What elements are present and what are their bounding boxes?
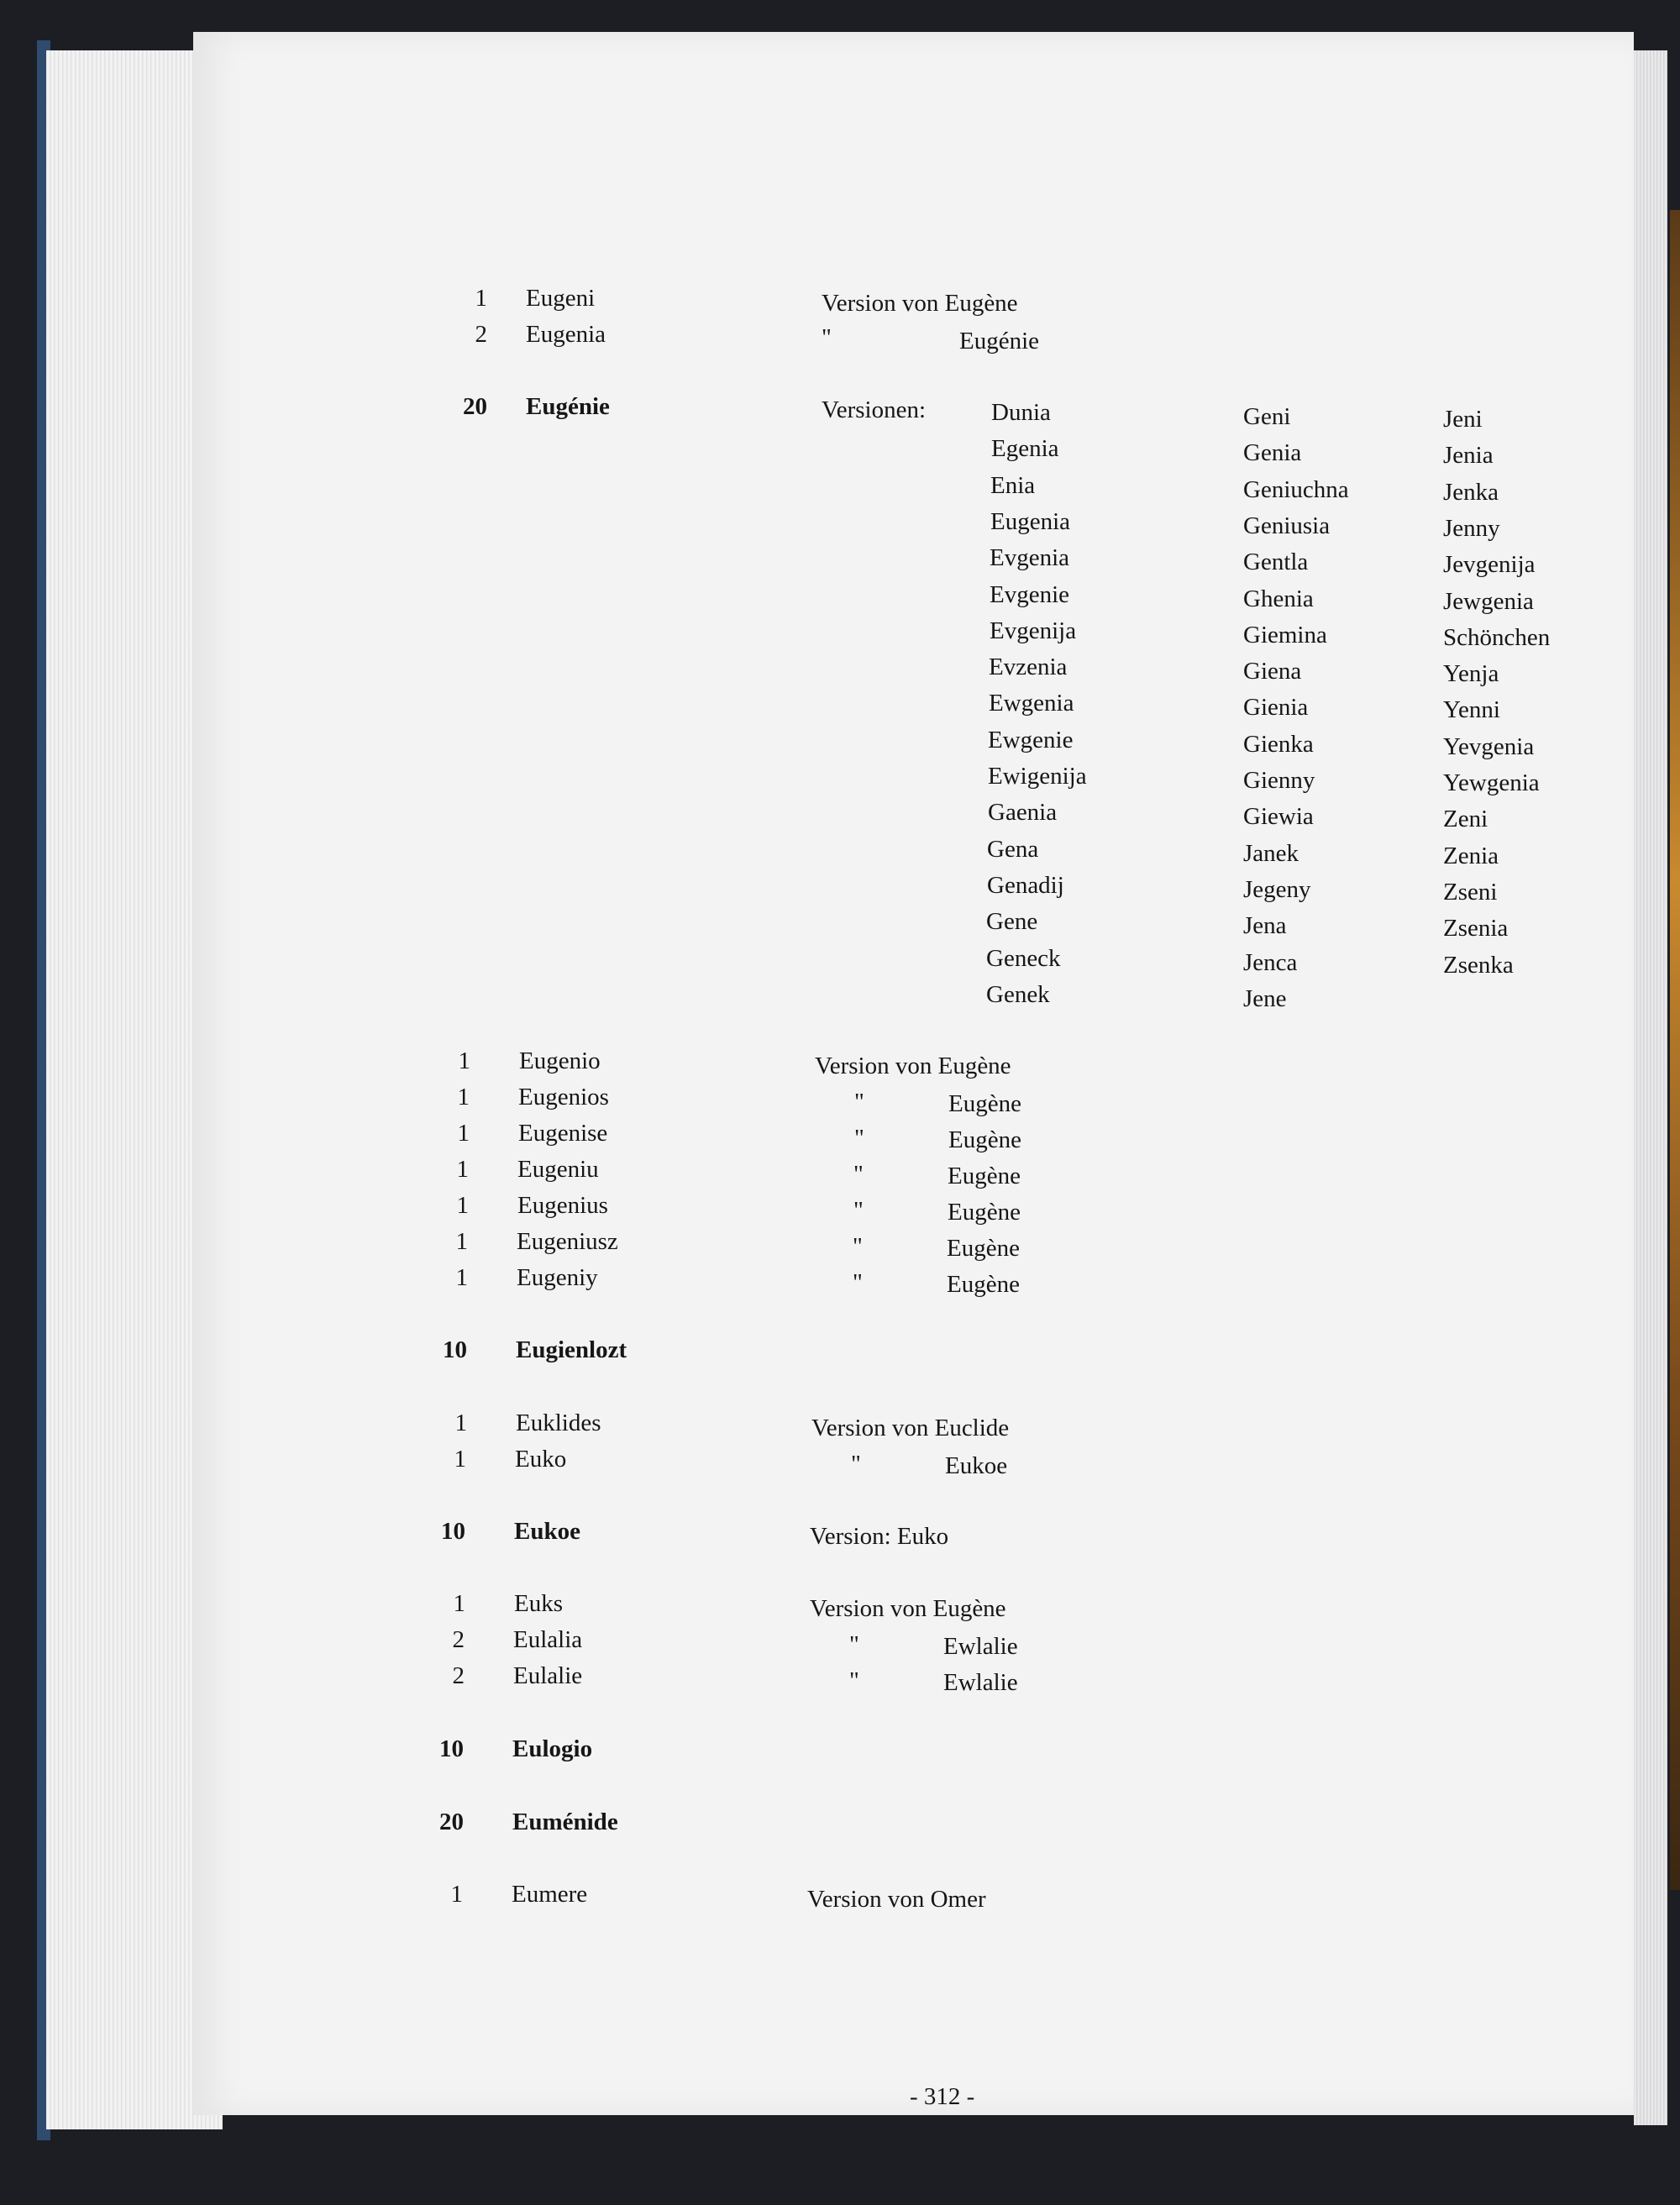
version-name: Schönchen (1443, 624, 1551, 651)
entry-count: 2 (452, 1662, 465, 1689)
entry-name: Eugeniy (517, 1264, 598, 1291)
entry-count: 1 (455, 1264, 468, 1291)
entry-name: Eugeni (526, 285, 596, 312)
entry-note: Version von Euclide (811, 1415, 1010, 1441)
version-name: Evgenie (990, 581, 1070, 608)
entry-name: Eukoe (514, 1518, 580, 1545)
entry-reference: Eugène (948, 1199, 1021, 1226)
entry-count: 1 (457, 1084, 470, 1110)
entry-count: 10 (441, 1518, 465, 1545)
entry-note: " (849, 1667, 859, 1694)
entry-note: " (854, 1089, 864, 1116)
version-name: Gene (986, 908, 1038, 935)
version-name: Jene (1243, 985, 1287, 1012)
version-name: Giemina (1243, 622, 1327, 648)
entry-note: Version von Eugène (822, 290, 1018, 317)
version-name: Evzenia (989, 654, 1068, 680)
version-name: Geni (1243, 403, 1291, 430)
entry-reference: Ewlalie (943, 1669, 1018, 1696)
entry-note: " (853, 1197, 864, 1224)
version-name: Yewgenia (1443, 769, 1540, 796)
entry-count: 1 (458, 1047, 470, 1074)
entry-name: Eulogio (512, 1735, 593, 1762)
entry-count: 1 (453, 1590, 465, 1617)
version-name: Egenia (991, 435, 1059, 462)
version-name: Genia (1243, 439, 1302, 466)
entry-reference: Eugène (947, 1235, 1020, 1262)
entry-name: Eulalia (513, 1626, 583, 1653)
version-name: Geniuchna (1243, 476, 1349, 503)
entry-note: " (853, 1161, 864, 1188)
version-name: Ewgenia (989, 690, 1074, 717)
page-stack-right (1634, 50, 1667, 2125)
entry-count: 20 (463, 393, 487, 420)
entry-note: " (853, 1269, 863, 1296)
version-name: Geneck (986, 945, 1061, 972)
entry-reference: Eugène (948, 1090, 1021, 1117)
entry-count: 1 (450, 1881, 463, 1908)
entry-note: Version von Eugène (810, 1595, 1006, 1622)
version-name: Ghenia (1243, 585, 1314, 612)
entry-name: Eugenios (518, 1084, 609, 1110)
entry-reference: Eugène (948, 1126, 1021, 1153)
entry-count: 1 (455, 1228, 468, 1255)
entry-note: Version von Eugène (815, 1053, 1011, 1079)
version-name: Giewia (1243, 803, 1314, 830)
version-name: Jenny (1443, 515, 1500, 542)
entry-count: 10 (443, 1336, 467, 1363)
entry-name: Eugenio (519, 1047, 601, 1074)
version-name: Gentla (1243, 549, 1309, 575)
entry-count: 2 (475, 321, 487, 348)
entry-count: 1 (457, 1120, 470, 1147)
entry-name: Eumere (512, 1881, 588, 1908)
entry-count: 10 (439, 1735, 464, 1762)
entry-name: Eugienlozt (516, 1336, 627, 1363)
version-name: Genadij (987, 872, 1064, 899)
entry-note: " (854, 1125, 864, 1152)
entry-count: 1 (454, 1410, 467, 1436)
version-name: Zenia (1443, 843, 1499, 869)
version-name: Ewgenie (988, 727, 1074, 753)
entry-count: 1 (456, 1156, 469, 1183)
background-edge (1670, 210, 1680, 1890)
version-name: Janek (1243, 840, 1299, 867)
entry-name: Euménide (512, 1809, 618, 1835)
entry-name: Eugenise (518, 1120, 608, 1147)
page-number: - 312 - (910, 2083, 975, 2110)
entry-count: 1 (475, 285, 487, 312)
version-name: Jegeny (1243, 876, 1311, 903)
entry-name: Eulalie (513, 1662, 583, 1689)
entry-count: 1 (454, 1446, 466, 1473)
entry-name: Eugenius (517, 1192, 608, 1219)
version-name: Jeni (1443, 406, 1483, 433)
version-name: Yenja (1443, 660, 1499, 687)
entry-note: Version: Euko (810, 1523, 949, 1550)
entry-name: Euko (515, 1446, 567, 1473)
entry-name: Euks (514, 1590, 563, 1617)
version-name: Yevgenia (1443, 733, 1535, 760)
version-name: Jevgenija (1443, 551, 1536, 578)
version-name: Evgenia (990, 544, 1070, 571)
entry-name: Eugenia (526, 321, 606, 348)
version-name: Ewigenija (988, 763, 1087, 790)
entry-reference: Eugène (947, 1271, 1020, 1298)
version-name: Gena (987, 836, 1039, 863)
version-name: Jewgenia (1443, 588, 1534, 615)
version-name: Yenni (1443, 696, 1500, 723)
entry-name: Euklides (516, 1410, 601, 1436)
version-name: Jenka (1443, 479, 1499, 506)
version-name: Giena (1243, 658, 1302, 685)
version-name: Zseni (1443, 879, 1498, 906)
entry-reference: Eukoe (945, 1452, 1008, 1479)
version-name: Gaenia (988, 799, 1058, 826)
version-name: Jenia (1443, 442, 1494, 469)
entry-note: " (849, 1631, 859, 1658)
version-name: Zsenka (1443, 952, 1514, 979)
entry-count: 1 (456, 1192, 469, 1219)
entry-reference: Eugène (948, 1163, 1021, 1189)
version-name: Evgenija (990, 617, 1077, 644)
version-name: Zsenia (1443, 915, 1509, 942)
version-name: Genek (986, 981, 1050, 1008)
version-name: Eugenia (990, 508, 1071, 535)
entry-count: 20 (439, 1809, 464, 1835)
version-name: Geniusia (1243, 512, 1331, 539)
version-name: Gienka (1243, 731, 1314, 758)
version-name: Gienny (1243, 767, 1315, 794)
entry-reference: Eugénie (959, 328, 1040, 354)
version-name: Jenca (1243, 949, 1298, 976)
entry-reference: Ewlalie (943, 1633, 1018, 1660)
version-name: Dunia (991, 399, 1051, 426)
entry-note: Version von Omer (807, 1886, 986, 1913)
entry-name: Eugeniusz (517, 1228, 618, 1255)
entry-note: " (851, 1451, 861, 1478)
version-name: Enia (990, 472, 1036, 499)
entry-count: 2 (452, 1626, 465, 1653)
entry-note: " (853, 1233, 863, 1260)
version-name: Jena (1243, 912, 1287, 939)
version-name: Gienia (1243, 694, 1309, 721)
entry-name: Eugénie (526, 393, 610, 420)
entry-note: " (822, 324, 832, 351)
entry-note: Versionen: (822, 396, 927, 423)
entry-name: Eugeniu (517, 1156, 599, 1183)
version-name: Zeni (1443, 806, 1488, 832)
